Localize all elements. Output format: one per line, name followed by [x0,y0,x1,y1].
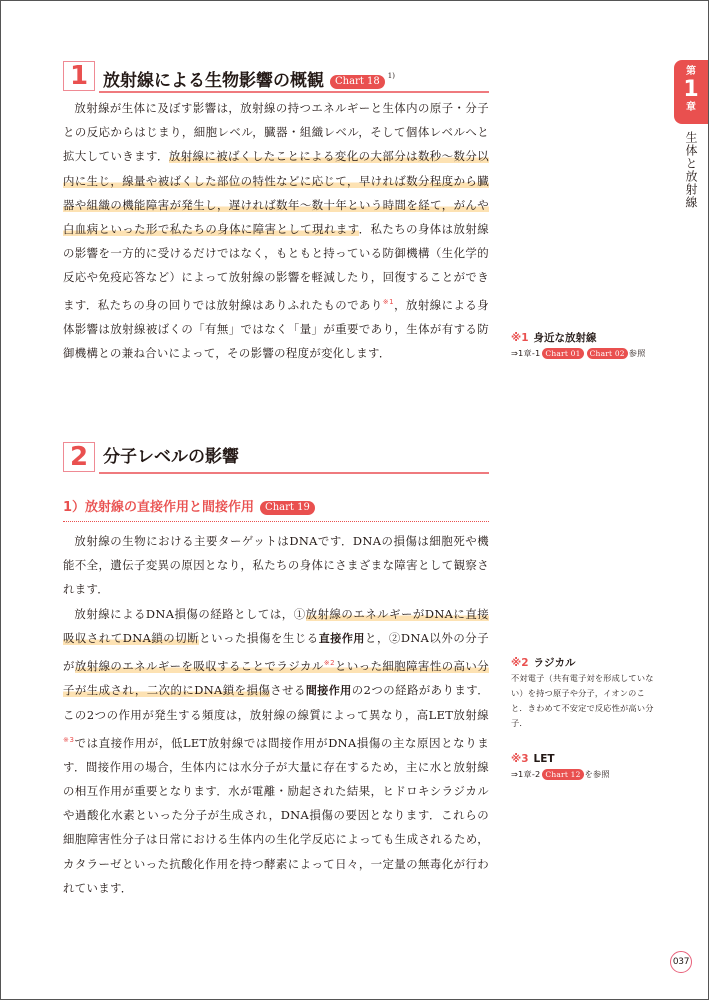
note-text: 参照 [628,348,646,358]
text: ，放射線による身体影響は放射線被ばくの「有無」ではなく「量」が重要であり，生体が有する防御機構との兼ね合いによって，その影響の程度が変化します． [63,297,489,361]
text: では直接作用が，低LET放射線では間接作用がDNA損傷の主な原因となります．間接作用の場合，生体内には水分子が大量に存在するため，主に水と放射線の相互作用が重要となります．水が電離・励起された結果，ヒドロキシラジカルや過酸化水素といった分子が生成され，DNA損傷の要因となります．これらの細胞障害性分子は日常における生体内の生化学反応によっても生成されるため，カタラーゼといった抗酸化作用を持つ酵素によって日々，一定量の無毒化が行われています． [63,735,489,895]
highlighted-text: 放射線に被ばくしたことによる変化の大部分は数秒～数分以内に生じ，線量や被ばくした部位の特性などに応じて，早ければ数分程度から臓器や組織の機能障害が発生し，遅ければ数年～数十年という時間を経て，がんや白血病といった形で私たちの身体に障害として現れます [63,149,489,237]
note-title: ラジカル [533,657,576,669]
chart-link[interactable]: Chart 19 [260,501,315,515]
text: 放射線が生体に及ぼす影響は，放射線の持つエネルギーと生体内の原子・分子との反応からはじまり，細胞レベル，臓器・組織レベル，そして個体レベルへと拡大していきます． [63,101,489,164]
page-number: 037 [670,951,692,973]
key-term: 間接作用 [305,684,352,698]
side-note-body [511,767,661,782]
text: させる [270,683,306,698]
note-text: を参照 [584,769,610,779]
side-note-heading [511,655,661,671]
paragraph [63,96,489,365]
text: ．私たちの身体は放射線の影響を一方的に受けるだけではなく，もともと持っている防御機構（生化学的反応や免疫応答など）によって放射線の影響を軽減したり，回復することができます．私たちの身の回りでは放射線はありふれたものであり [63,222,489,312]
section-title-text: 放射線による生物影響の概観 [103,71,324,91]
paragraph [63,602,489,900]
highlighted-text: 放射線のエネルギーがDNAに直接吸収されてDNA鎖の切断 [63,606,489,645]
chapter-suffix: 章 [686,102,696,113]
subsection-title-text: 1）放射線の直接作用と間接作用 [63,500,255,515]
side-note-heading [511,751,661,767]
subsection-heading [63,499,489,522]
note-mark: ※1 [511,332,529,344]
text: 放射線によるDNA損傷の経路としては，① [74,606,306,621]
side-note-body: 不対電子（共有電子対を形成していない）を持つ原子や分子，イオンのこと．きわめて不安定で反応性が高い分子． [511,673,654,728]
text: の2つの経路があります．この2つの作用が発生する頻度は，放射線の線質によって異なり，高LET放射線 [63,683,489,723]
paragraph: 放射線の生物における主要ターゲットはDNAです．DNAの損傷は細胞死や機能不全，遺伝子変異の原因となり，私たちの身体にさまざまな障害として観察されます． [63,534,489,597]
chapter-number: 1 [683,77,699,102]
note-mark: ※2 [511,657,529,669]
side-note-heading [511,330,661,346]
heading-rule [99,91,489,93]
footnote-mark[interactable]: ※1 [382,297,394,306]
footnote-mark[interactable]: ※2 [323,659,335,668]
note-title: LET [533,753,555,765]
reference-mark[interactable]: 1) [387,72,395,80]
subsection-title [63,499,489,517]
chapter-tab[interactable] [674,60,708,124]
text: と，②DNA以外の分子が [63,630,489,674]
chart-link[interactable]: Chart 18 [330,75,385,89]
chart-link[interactable]: Chart 02 [587,348,628,359]
key-term: 直接作用 [318,631,365,645]
note-title: 身近な放射線 [533,332,597,344]
text: といった損傷を生じる [199,630,319,645]
chapter-prefix: 第 [686,66,696,77]
chart-link[interactable]: Chart 12 [542,769,583,780]
heading-rule [99,472,489,474]
section-2-heading [63,442,489,474]
side-note-1 [511,330,661,361]
text: といった細胞障害性の高い分子が生成され，二次的にDNA鎖を損傷 [63,659,489,698]
side-note-3 [511,751,661,782]
text: 放射線のエネルギーを吸収することでラジカル [74,659,324,674]
chapter-title: 生体と放射線 [684,131,698,209]
section-1-heading [63,61,489,93]
note-text: ⇒1章-2 [511,769,541,779]
side-note-body [511,346,661,361]
section-title [103,64,395,93]
section-title: 分子レベルの影響 [103,447,239,467]
section-2-body [63,529,489,900]
side-note-2 [511,655,661,731]
section-number: 1 [63,61,95,91]
footnote-mark[interactable]: ※3 [63,735,75,744]
note-text: ⇒1章-1 [511,348,541,358]
chart-link[interactable]: Chart 01 [542,348,583,359]
section-1-body [63,96,489,365]
note-mark: ※3 [511,753,529,765]
section-number: 2 [63,442,95,472]
